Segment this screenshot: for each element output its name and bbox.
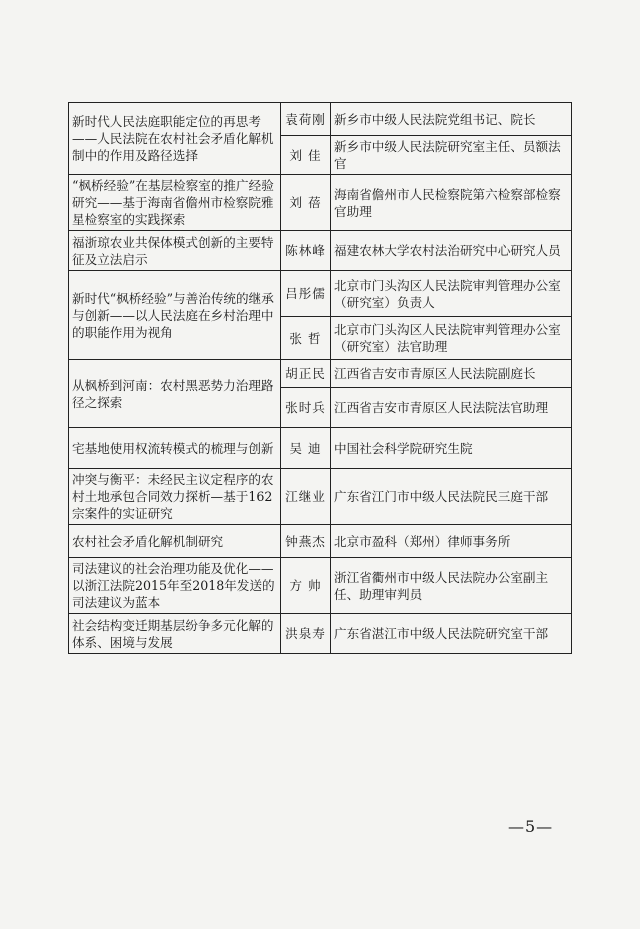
paper-title: 福浙琼农业共保体模式创新的主要特征及立法启示	[69, 231, 281, 271]
author-name: 钟燕杰	[281, 525, 331, 558]
paper-title: 司法建议的社会治理功能及优化——以浙江法院2015年至2018年发送的司法建议为蓝本	[69, 558, 281, 614]
table-row	[69, 231, 572, 271]
paper-title: 新时代人民法庭职能定位的再思考——人民法院在农村社会矛盾化解机制中的作用及路径选择	[69, 103, 281, 175]
author-name: 江继业	[281, 469, 331, 525]
table-row	[69, 360, 572, 388]
paper-title: 新时代“枫桥经验”与善治传统的继承与创新——以人民法庭在乡村治理中的职能作用为视角	[69, 271, 281, 360]
author-name: 方 帅	[281, 558, 331, 614]
author-organization: 北京市门头沟区人民法院审判管理办公室（研究室）负责人	[331, 271, 572, 317]
author-name: 刘 佳	[281, 136, 331, 175]
author-name: 陈林峰	[281, 231, 331, 271]
table-row	[69, 558, 572, 614]
author-name: 胡正民	[281, 360, 331, 388]
author-organization: 江西省吉安市青原区人民法院法官助理	[331, 388, 572, 428]
paper-title: 从枫桥到河南：农村黑恶势力治理路径之探索	[69, 360, 281, 428]
author-organization: 福建农林大学农村法治研究中心研究人员	[331, 231, 572, 271]
author-name: 洪泉寿	[281, 614, 331, 654]
author-name: 吴 迪	[281, 428, 331, 469]
table-row	[69, 525, 572, 558]
table-row	[69, 469, 572, 525]
paper-title: 农村社会矛盾化解机制研究	[69, 525, 281, 558]
author-name: 吕彤儒	[281, 271, 331, 317]
table-row	[69, 428, 572, 469]
paper-title: “枫桥经验”在基层检察室的推广经验研究——基于海南省儋州市检察院雅星检察室的实践探索	[69, 175, 281, 231]
author-organization: 北京市盈科（郑州）律师事务所	[331, 525, 572, 558]
papers-table	[68, 102, 572, 654]
table-row	[69, 271, 572, 317]
author-organization: 北京市门头沟区人民法院审判管理办公室（研究室）法官助理	[331, 317, 572, 360]
author-organization: 中国社会科学院研究生院	[331, 428, 572, 469]
author-organization: 广东省江门市中级人民法院民三庭干部	[331, 469, 572, 525]
author-name: 张时兵	[281, 388, 331, 428]
author-organization: 新乡市中级人民法院党组书记、院长	[331, 103, 572, 136]
table-row	[69, 614, 572, 654]
paper-title: 宅基地使用权流转模式的梳理与创新	[69, 428, 281, 469]
page-number: —5—	[508, 817, 554, 836]
author-name: 张 哲	[281, 317, 331, 360]
table-row	[69, 175, 572, 231]
author-organization: 海南省儋州市人民检察院第六检察部检察官助理	[331, 175, 572, 231]
author-organization: 广东省湛江市中级人民法院研究室干部	[331, 614, 572, 654]
author-name: 袁荷刚	[281, 103, 331, 136]
author-organization: 浙江省衢州市中级人民法院办公室副主任、助理审判员	[331, 558, 572, 614]
table-row	[69, 103, 572, 136]
author-organization: 江西省吉安市青原区人民法院副庭长	[331, 360, 572, 388]
author-organization: 新乡市中级人民法院研究室主任、员额法官	[331, 136, 572, 175]
paper-title: 冲突与衡平：未经民主议定程序的农村土地承包合同效力探析—基于162宗案件的实证研究	[69, 469, 281, 525]
paper-title: 社会结构变迁期基层纷争多元化解的体系、困境与发展	[69, 614, 281, 654]
author-name: 刘 蓓	[281, 175, 331, 231]
